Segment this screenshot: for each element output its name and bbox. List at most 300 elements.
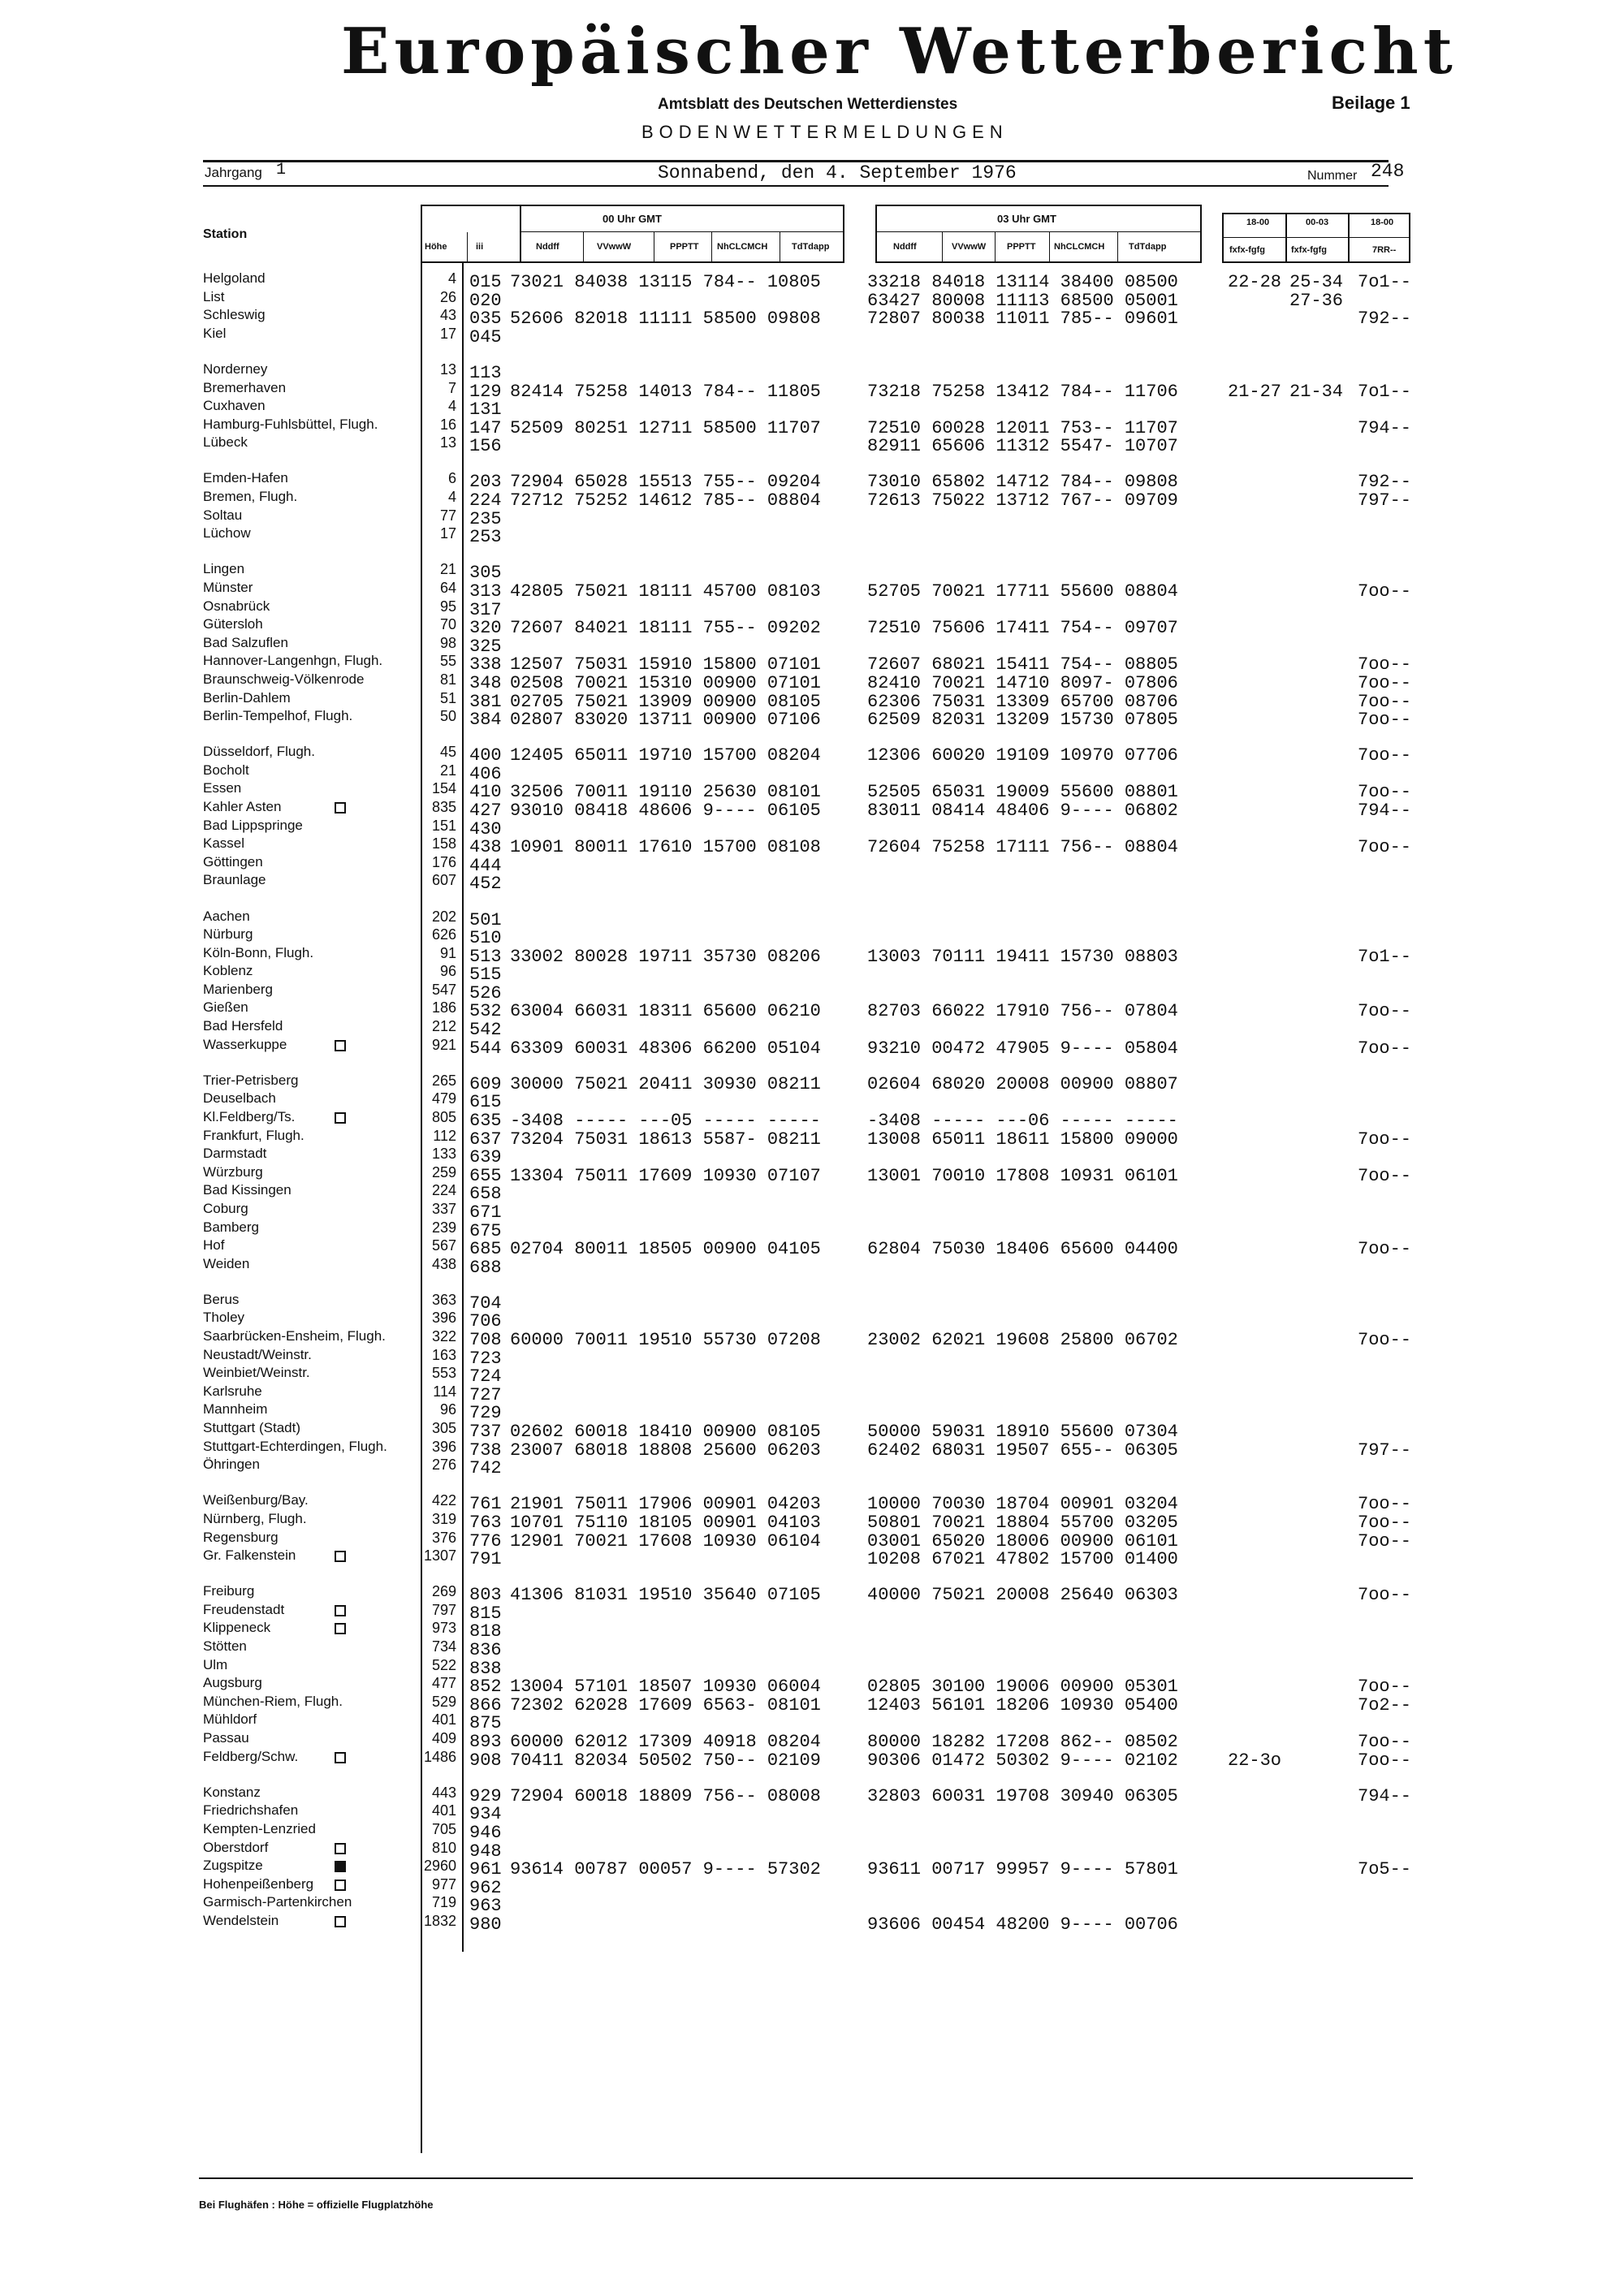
- obs-00: 63004 66031 18311 65600 06210: [510, 1001, 821, 1021]
- station-height: 91: [439, 945, 456, 961]
- station-name: Mühldorf: [203, 1711, 257, 1727]
- gust-00-03: 27-36: [1289, 291, 1344, 311]
- station-index: 526: [469, 983, 502, 1003]
- station-name: Wendelstein: [203, 1913, 279, 1928]
- station-index: 963: [469, 1896, 502, 1916]
- col-iii: iii: [476, 242, 484, 252]
- obs-03: 73010 65802 14712 784-- 09808: [867, 472, 1178, 492]
- col00-ppptt: PPPTT: [670, 242, 699, 252]
- obs-00: 23007 68018 18808 25600 06203: [510, 1440, 821, 1461]
- station-name: Gießen: [203, 999, 248, 1015]
- station-name: Frankfurt, Flugh.: [203, 1128, 304, 1143]
- station-height: 259: [431, 1164, 456, 1180]
- station-name: Stuttgart (Stadt): [203, 1420, 300, 1435]
- precip-18-00: 7oo--: [1358, 654, 1412, 675]
- nummer-value: 248: [1371, 161, 1405, 182]
- station-height: 13: [439, 361, 456, 378]
- rule-03-top: [875, 205, 1200, 206]
- station-height: 734: [431, 1638, 456, 1655]
- station-name: Bocholt: [203, 762, 249, 778]
- station-index: 427: [469, 801, 502, 821]
- vsep-h17: [1409, 213, 1410, 263]
- mountain-station-marker: [335, 1112, 346, 1124]
- station-height: 4: [447, 489, 456, 505]
- station-name: Hohenpeißenberg: [203, 1876, 314, 1892]
- station-index: 724: [469, 1366, 502, 1387]
- station-name: Berus: [203, 1292, 240, 1307]
- mountain-station-marker: [335, 802, 346, 814]
- station-index: 946: [469, 1823, 502, 1843]
- vsep-h8: [875, 205, 877, 263]
- station-index: 438: [469, 837, 502, 857]
- station-name: Kempten-Lenzried: [203, 1821, 316, 1836]
- station-name: Bad Hersfeld: [203, 1018, 283, 1034]
- extra2-bottom: fxfx-fgfg: [1291, 245, 1327, 255]
- station-height: 158: [431, 835, 456, 852]
- station-height: 305: [431, 1420, 456, 1436]
- station-name: Lübeck: [203, 434, 248, 450]
- nummer-label: Nummer: [1307, 169, 1358, 183]
- mountain-station-marker: [335, 1752, 346, 1763]
- station-index: 020: [469, 291, 502, 311]
- obs-03: 82911 65606 11312 5547- 10707: [867, 436, 1178, 456]
- rule-00-mid: [520, 231, 843, 232]
- station-name: Bremen, Flugh.: [203, 489, 298, 504]
- station-index: 875: [469, 1713, 502, 1733]
- col-hoehe: Höhe: [425, 242, 447, 252]
- precip-18-00: 7oo--: [1358, 837, 1412, 857]
- station-name: Norderney: [203, 361, 268, 377]
- precip-18-00: 794--: [1358, 1786, 1412, 1806]
- station-height: 70: [439, 616, 456, 632]
- station-name: Passau: [203, 1730, 249, 1746]
- station-name: Feldberg/Schw.: [203, 1749, 299, 1764]
- station-name: Lüchow: [203, 525, 251, 541]
- precip-18-00: 7oo--: [1358, 1330, 1412, 1350]
- obs-03: 50000 59031 18910 55600 07304: [867, 1422, 1178, 1442]
- obs-03: 83011 08414 48406 9---- 06802: [867, 801, 1178, 821]
- station-name: Osnabrück: [203, 598, 270, 614]
- station-name: Coburg: [203, 1201, 248, 1216]
- station-index: 147: [469, 418, 502, 438]
- station-height: 7: [447, 380, 456, 396]
- obs-00: 10901 80011 17610 15700 08108: [510, 837, 821, 857]
- station-name: Lingen: [203, 561, 245, 576]
- body-vline-iii: [462, 263, 464, 1952]
- precip-18-00: 7oo--: [1358, 745, 1412, 766]
- subtitle: Amtsblatt des Deutschen Wetterdienstes: [658, 96, 958, 113]
- col00-clouds: NhCLCMCH: [717, 242, 768, 252]
- vsep-h2: [520, 205, 521, 263]
- station-index: 637: [469, 1129, 502, 1150]
- station-height: 64: [439, 580, 456, 596]
- station-height: 529: [431, 1694, 456, 1710]
- group-00-label: 00 Uhr GMT: [603, 213, 662, 225]
- footer-rule: [199, 2177, 1413, 2179]
- station-index: 706: [469, 1311, 502, 1331]
- station-height: 396: [431, 1310, 456, 1326]
- obs-03: 40000 75021 20008 25640 06303: [867, 1585, 1178, 1605]
- station-index: 738: [469, 1440, 502, 1461]
- obs-03: 62402 68031 19507 655-- 06305: [867, 1440, 1178, 1461]
- obs-03: 32803 60031 19708 30940 06305: [867, 1786, 1178, 1806]
- mountain-station-marker: [335, 1861, 346, 1872]
- obs-03: 72607 68021 15411 754-- 08805: [867, 654, 1178, 675]
- station-index: 729: [469, 1403, 502, 1423]
- station-name: Gr. Falkenstein: [203, 1547, 296, 1563]
- precip-18-00: 7oo--: [1358, 1531, 1412, 1552]
- station-index: 510: [469, 928, 502, 948]
- station-height: 477: [431, 1675, 456, 1691]
- obs-03: 62306 75031 13309 65700 08706: [867, 692, 1178, 712]
- obs-00: -3408 ----- ---05 ----- -----: [510, 1111, 821, 1131]
- col03-nddff: Nddff: [893, 242, 917, 252]
- station-height: 151: [431, 818, 456, 834]
- station-index: 742: [469, 1458, 502, 1478]
- precip-18-00: 7oo--: [1358, 1732, 1412, 1752]
- station-index: 655: [469, 1166, 502, 1186]
- obs-03: 13003 70111 19411 15730 08803: [867, 947, 1178, 967]
- station-height: 1832: [423, 1913, 456, 1929]
- precip-18-00: 7oo--: [1358, 1677, 1412, 1697]
- station-index: 658: [469, 1184, 502, 1204]
- station-index: 635: [469, 1111, 502, 1131]
- obs-03: 90306 01472 50302 9---- 02102: [867, 1750, 1178, 1771]
- station-name: Koblenz: [203, 963, 253, 978]
- precip-18-00: 794--: [1358, 418, 1412, 438]
- col03-vvwww: VVwwW: [952, 242, 987, 252]
- vsep-h1: [467, 232, 468, 263]
- obs-00: 52606 82018 11111 58500 09808: [510, 309, 821, 329]
- obs-03: 62804 75030 18406 65600 04400: [867, 1239, 1178, 1259]
- station-name: Göttingen: [203, 854, 263, 870]
- obs-00: 72904 65028 15513 755-- 09204: [510, 472, 821, 492]
- station-name: Soltau: [203, 507, 243, 523]
- obs-03: 93606 00454 48200 9---- 00706: [867, 1914, 1178, 1935]
- station-height: 396: [431, 1439, 456, 1455]
- station-name: Würzburg: [203, 1164, 263, 1180]
- station-index: 224: [469, 490, 502, 511]
- precip-18-00: 7oo--: [1358, 581, 1412, 602]
- station-height: 112: [433, 1128, 456, 1144]
- obs-00: 70411 82034 50502 750-- 02109: [510, 1750, 821, 1771]
- station-height: 522: [431, 1657, 456, 1673]
- jahrgang-value: 1: [276, 161, 287, 179]
- station-index: 203: [469, 472, 502, 492]
- obs-00: 72904 60018 18809 756-- 08008: [510, 1786, 821, 1806]
- vsep-h3: [583, 232, 584, 263]
- station-height: 17: [439, 525, 456, 542]
- station-index: 532: [469, 1001, 502, 1021]
- station-name: Stuttgart-Echterdingen, Flugh.: [203, 1439, 387, 1454]
- station-index: 685: [469, 1239, 502, 1259]
- station-name: Weißenburg/Bay.: [203, 1492, 309, 1508]
- vsep-h16: [1348, 213, 1350, 263]
- station-name: Marienberg: [203, 982, 273, 997]
- station-index: 776: [469, 1531, 502, 1552]
- station-index: 400: [469, 745, 502, 766]
- page-title: Europäischer Wetterbericht: [341, 15, 1458, 88]
- station-name: Berlin-Tempelhof, Flugh.: [203, 708, 353, 723]
- obs-03: 13001 70010 17808 10931 06101: [867, 1166, 1178, 1186]
- station-index: 836: [469, 1640, 502, 1660]
- precip-18-00: 792--: [1358, 472, 1412, 492]
- vsep-h9: [942, 232, 943, 263]
- station-name: Darmstadt: [203, 1146, 267, 1161]
- station-height: 269: [431, 1583, 456, 1599]
- obs-00: 02602 60018 18410 00900 08105: [510, 1422, 821, 1442]
- station-name: Mannheim: [203, 1401, 268, 1417]
- station-index: 962: [469, 1878, 502, 1898]
- precip-18-00: 7oo--: [1358, 1494, 1412, 1514]
- station-height: 719: [431, 1894, 456, 1910]
- obs-00: 82414 75258 14013 784-- 11805: [510, 382, 821, 402]
- station-name: Augsburg: [203, 1675, 262, 1690]
- rule-00-top: [421, 205, 843, 206]
- station-name: Düsseldorf, Flugh.: [203, 744, 315, 759]
- obs-03: 52705 70021 17711 55600 08804: [867, 581, 1178, 602]
- precip-18-00: 792--: [1358, 309, 1412, 329]
- station-height: 202: [431, 908, 456, 925]
- obs-00: 30000 75021 20411 30930 08211: [510, 1074, 821, 1094]
- obs-00: 72302 62028 17609 6563- 08101: [510, 1695, 821, 1716]
- station-height: 51: [439, 690, 456, 706]
- station-index: 313: [469, 581, 502, 602]
- station-height: 26: [439, 289, 456, 305]
- station-name: München-Riem, Flugh.: [203, 1694, 343, 1709]
- rule-extra-mid: [1222, 237, 1409, 238]
- rule-03-bottom: [875, 261, 1200, 263]
- station-name: Klippeneck: [203, 1620, 271, 1635]
- vsep-h13: [1200, 205, 1202, 263]
- obs-03: 33218 84018 13114 38400 08500: [867, 272, 1178, 292]
- obs-00: 02704 80011 18505 00900 04105: [510, 1239, 821, 1259]
- station-height: 114: [433, 1383, 456, 1400]
- station-height: 21: [439, 561, 456, 577]
- station-index: 893: [469, 1732, 502, 1752]
- station-name: Zugspitze: [203, 1858, 263, 1873]
- station-index: 708: [469, 1330, 502, 1350]
- station-height: 77: [439, 507, 456, 524]
- obs-03: 72510 60028 12011 753-- 11707: [867, 418, 1178, 438]
- station-name: List: [203, 289, 225, 304]
- precip-18-00: 7oo--: [1358, 782, 1412, 802]
- station-height: 422: [431, 1492, 456, 1508]
- station-height: 4: [447, 270, 456, 287]
- station-name: Essen: [203, 780, 242, 796]
- obs-03: 52505 65031 19009 55600 08801: [867, 782, 1178, 802]
- extra2-top: 00-03: [1306, 218, 1329, 227]
- station-name: Helgoland: [203, 270, 266, 286]
- mountain-station-marker: [335, 1623, 346, 1634]
- gust-00-03: 21-34: [1289, 382, 1344, 402]
- obs-03: 02604 68020 20008 00900 08807: [867, 1074, 1178, 1094]
- station-name: Gütersloh: [203, 616, 263, 632]
- station-name: Weinbiet/Weinstr.: [203, 1365, 310, 1380]
- station-index: 818: [469, 1621, 502, 1642]
- station-height: 319: [431, 1511, 456, 1527]
- station-height: 479: [431, 1090, 456, 1107]
- station-name: Kahler Asten: [203, 799, 282, 814]
- mountain-station-marker: [335, 1880, 346, 1891]
- precip-18-00: 7o1--: [1358, 947, 1412, 967]
- extra3-bottom: 7RR--: [1372, 245, 1397, 255]
- station-index: 444: [469, 856, 502, 876]
- station-height: 835: [431, 799, 456, 815]
- station-index: 410: [469, 782, 502, 802]
- obs-00: 10701 75110 18105 00901 04103: [510, 1513, 821, 1533]
- beilage-label: Beilage 1: [1332, 93, 1410, 113]
- station-height: 626: [431, 926, 456, 943]
- obs-00: 12405 65011 19710 15700 08204: [510, 745, 821, 766]
- station-name: Freiburg: [203, 1583, 255, 1599]
- obs-00: 12901 70021 17608 10930 06104: [510, 1531, 821, 1552]
- station-height: 553: [431, 1365, 456, 1381]
- station-index: 948: [469, 1841, 502, 1862]
- col03-tdapp: TdTdapp: [1129, 242, 1167, 252]
- obs-00: 02705 75021 13909 00900 08105: [510, 692, 821, 712]
- station-name: Weiden: [203, 1256, 250, 1271]
- station-name: Oberstdorf: [203, 1840, 269, 1855]
- extra1-bottom: fxfx-fgfg: [1229, 245, 1265, 255]
- station-index: 325: [469, 637, 502, 657]
- station-height: 337: [431, 1201, 456, 1217]
- gust-18-00: 22-3o: [1228, 1750, 1282, 1771]
- vsep-h12: [1117, 232, 1118, 263]
- obs-00: 02508 70021 15310 00900 07101: [510, 673, 821, 693]
- station-index: 317: [469, 600, 502, 620]
- obs-00: 41306 81031 19510 35640 07105: [510, 1585, 821, 1605]
- obs-00: 63309 60031 48306 66200 05104: [510, 1038, 821, 1059]
- obs-03: 03001 65020 18006 00900 06101: [867, 1531, 1178, 1552]
- vsep-h7: [843, 205, 844, 263]
- obs-03: 10208 67021 47802 15700 01400: [867, 1549, 1178, 1569]
- station-index: 723: [469, 1349, 502, 1369]
- station-height: 6: [447, 470, 456, 486]
- station-height: 363: [431, 1292, 456, 1308]
- station-height: 797: [431, 1602, 456, 1618]
- station-index: 253: [469, 527, 502, 547]
- station-index: 609: [469, 1074, 502, 1094]
- station-index: 763: [469, 1513, 502, 1533]
- station-index: 305: [469, 563, 502, 583]
- station-name: Bad Lippspringe: [203, 818, 303, 833]
- station-height: 239: [431, 1219, 456, 1236]
- station-index: 452: [469, 874, 502, 894]
- precip-18-00: 7oo--: [1358, 1585, 1412, 1605]
- station-height: 43: [439, 307, 456, 323]
- station-name: Bad Kissingen: [203, 1182, 292, 1198]
- station-index: 980: [469, 1914, 502, 1935]
- station-index: 235: [469, 509, 502, 529]
- station-name: Regensburg: [203, 1530, 279, 1545]
- station-name: Hof: [203, 1237, 225, 1253]
- station-name: Freudenstadt: [203, 1602, 285, 1617]
- station-index: 045: [469, 327, 502, 347]
- station-name: Wasserkuppe: [203, 1037, 287, 1052]
- station-name: Tholey: [203, 1310, 245, 1325]
- station-height: 81: [439, 671, 456, 688]
- station-name: Öhringen: [203, 1457, 260, 1472]
- obs-00: 73021 84038 13115 784-- 10805: [510, 272, 821, 292]
- vsep-h5: [711, 232, 712, 263]
- station-height: 13: [439, 434, 456, 451]
- precip-18-00: 7oo--: [1358, 1166, 1412, 1186]
- station-height: 443: [431, 1785, 456, 1801]
- station-index: 727: [469, 1385, 502, 1405]
- mountain-station-marker: [335, 1551, 346, 1562]
- station-index: 866: [469, 1695, 502, 1716]
- precip-18-00: 7oo--: [1358, 710, 1412, 730]
- station-name: Bamberg: [203, 1219, 259, 1235]
- station-index: 338: [469, 654, 502, 675]
- station-name: Bremerhaven: [203, 380, 287, 395]
- precip-18-00: 794--: [1358, 801, 1412, 821]
- vsep-h14: [1222, 213, 1224, 263]
- station-height: 16: [439, 416, 456, 433]
- station-name: Cuxhaven: [203, 398, 266, 413]
- obs-03: 63427 80008 11113 68500 05001: [867, 291, 1178, 311]
- station-height: 322: [431, 1328, 456, 1344]
- station-index: 929: [469, 1786, 502, 1806]
- station-index: 838: [469, 1659, 502, 1679]
- obs-03: 82410 70021 14710 8097- 07806: [867, 673, 1178, 693]
- col03-ppptt: PPPTT: [1007, 242, 1036, 252]
- station-name: Münster: [203, 580, 253, 595]
- station-height: 607: [431, 872, 456, 888]
- station-height: 567: [431, 1237, 456, 1254]
- col00-vvwww: VVwwW: [597, 242, 632, 252]
- station-height: 50: [439, 708, 456, 724]
- station-index: 320: [469, 618, 502, 638]
- station-name: Hamburg-Fuhlsbüttel, Flugh.: [203, 416, 378, 432]
- precip-18-00: 7o1--: [1358, 272, 1412, 292]
- rule-extra-bottom: [1222, 261, 1409, 263]
- station-height: 45: [439, 744, 456, 760]
- station-name: Braunschweig-Völkenrode: [203, 671, 365, 687]
- col00-nddff: Nddff: [536, 242, 559, 252]
- obs-00: 12507 75031 15910 15800 07101: [510, 654, 821, 675]
- precip-18-00: 797--: [1358, 1440, 1412, 1461]
- station-index: 035: [469, 309, 502, 329]
- mountain-station-marker: [335, 1916, 346, 1927]
- station-index: 381: [469, 692, 502, 712]
- station-height: 163: [431, 1347, 456, 1363]
- station-index: 803: [469, 1585, 502, 1605]
- precip-18-00: 7oo--: [1358, 1001, 1412, 1021]
- station-index: 015: [469, 272, 502, 292]
- station-index: 737: [469, 1422, 502, 1442]
- gust-18-00: 22-28: [1228, 272, 1282, 292]
- station-height: 212: [431, 1018, 456, 1034]
- vsep-h10: [995, 232, 996, 263]
- station-height: 547: [431, 982, 456, 998]
- obs-03: 23002 62021 19608 25800 06702: [867, 1330, 1178, 1350]
- header-rule-bottom: [203, 185, 1389, 187]
- station-height: 977: [431, 1876, 456, 1892]
- obs-00: 02807 83020 13711 00900 07106: [510, 710, 821, 730]
- station-height: 401: [431, 1711, 456, 1728]
- station-height: 376: [431, 1530, 456, 1546]
- station-height: 705: [431, 1821, 456, 1837]
- obs-00: 72712 75252 14612 785-- 08804: [510, 490, 821, 511]
- obs-00: 13004 57101 18507 10930 06004: [510, 1677, 821, 1697]
- station-height: 265: [431, 1072, 456, 1089]
- station-name: Trier-Petrisberg: [203, 1072, 299, 1088]
- precip-18-00: 7oo--: [1358, 1129, 1412, 1150]
- station-index: 430: [469, 819, 502, 839]
- station-height: 438: [431, 1256, 456, 1272]
